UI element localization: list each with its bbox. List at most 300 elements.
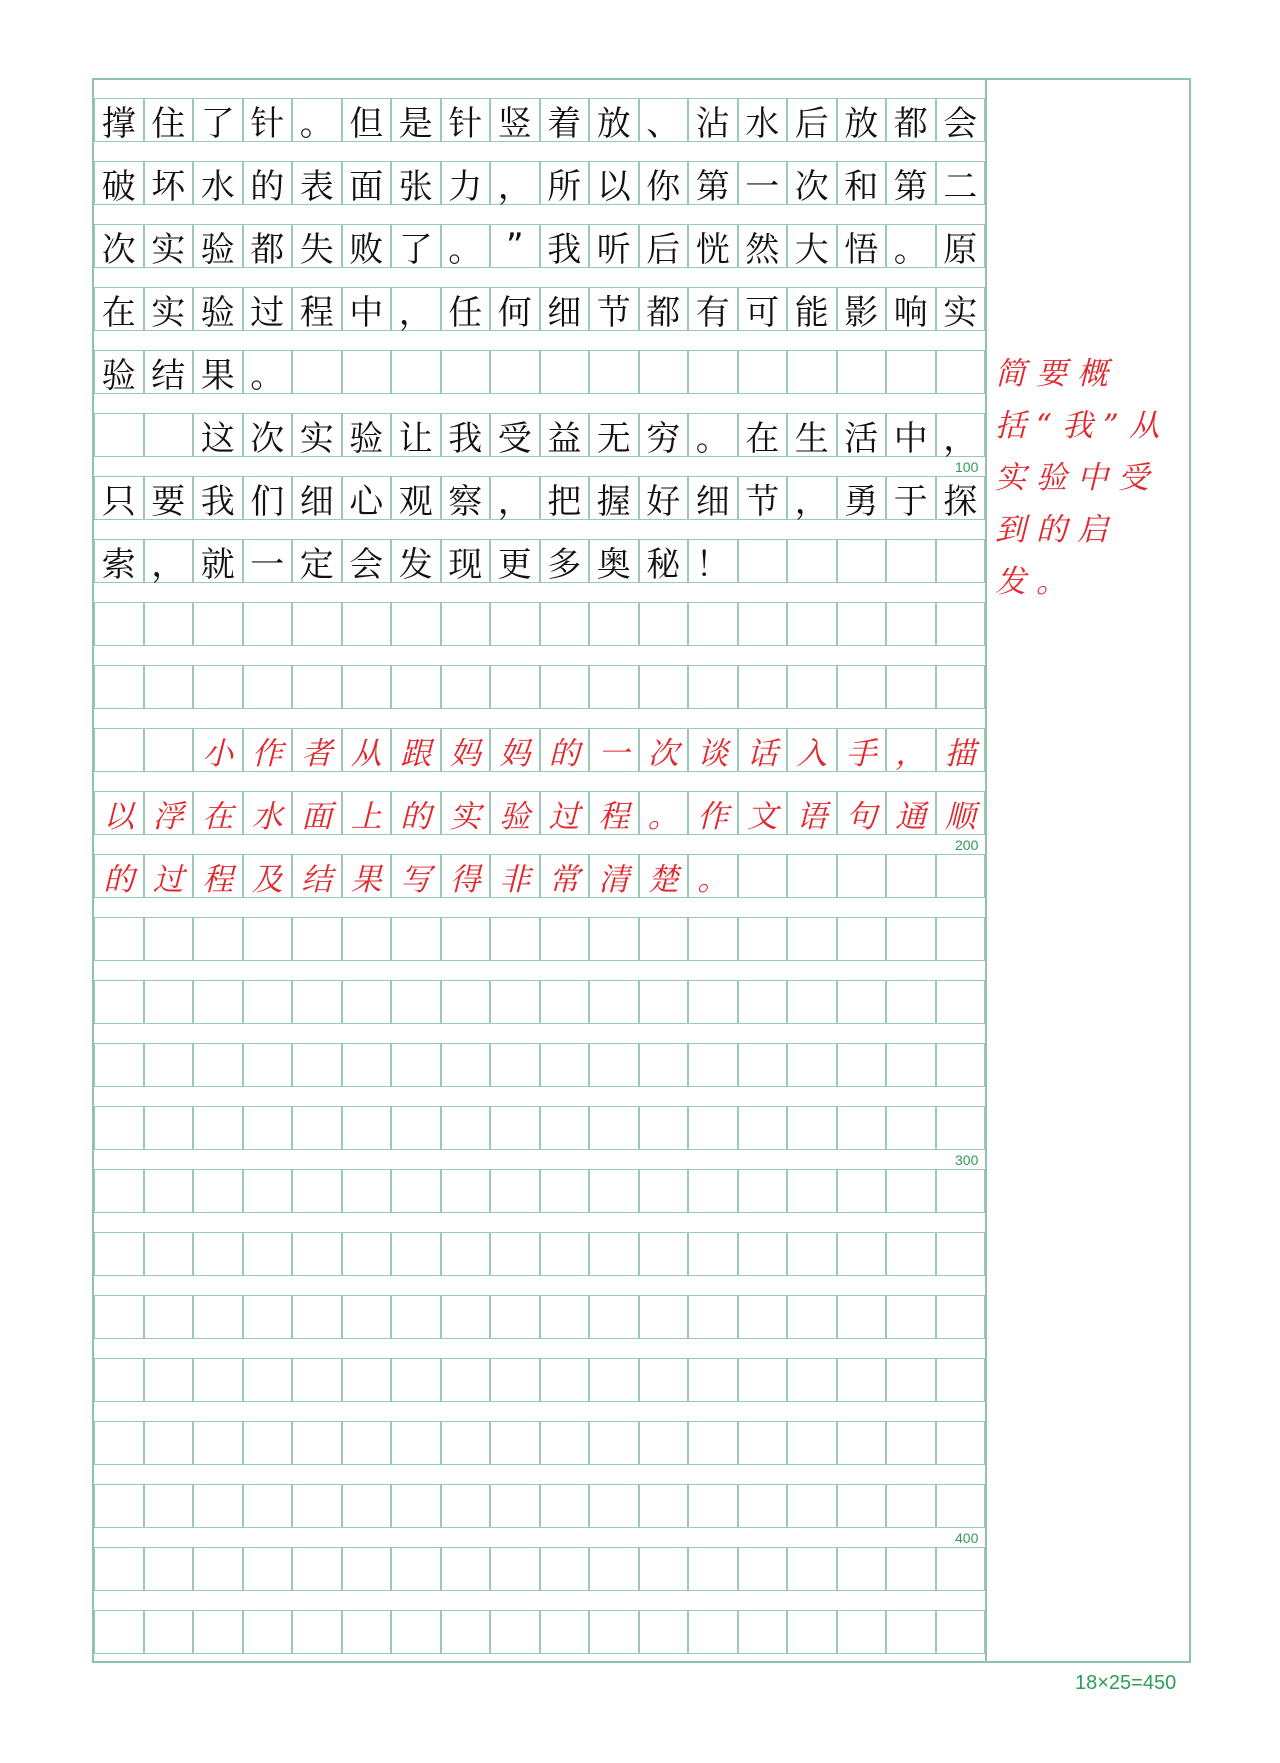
glyph: 你	[646, 166, 681, 207]
grid-cell	[490, 1547, 540, 1591]
glyph: ”	[505, 226, 524, 266]
glyph: 发	[398, 544, 433, 585]
glyph: 。	[893, 229, 928, 270]
grid-cell	[243, 1421, 293, 1465]
grid-cell	[540, 1484, 590, 1528]
glyph: 响	[893, 292, 928, 333]
grid-cell	[688, 1484, 738, 1528]
glyph: 实	[151, 229, 186, 270]
glyph: 过	[152, 861, 184, 898]
grid-cell	[441, 1610, 491, 1654]
grid-cell	[787, 917, 837, 961]
glyph: 小	[202, 735, 234, 772]
glyph: 上	[350, 798, 382, 835]
grid-cell	[639, 1484, 689, 1528]
glyph: ，	[943, 418, 978, 459]
grid-cell	[688, 665, 738, 709]
grid-cell	[292, 1547, 342, 1591]
glyph: 结	[151, 355, 186, 396]
glyph: 这	[200, 418, 235, 459]
grid-cell	[837, 1358, 887, 1402]
glyph: 。	[250, 355, 285, 396]
glyph: 。	[647, 798, 679, 835]
grid-cell	[639, 1295, 689, 1339]
glyph: 、	[646, 103, 681, 144]
grid-cell	[837, 1547, 887, 1591]
glyph: 的	[103, 861, 135, 898]
glyph	[94, 728, 144, 772]
grid-cell	[391, 1610, 441, 1654]
grid-cell	[144, 1295, 194, 1339]
grid-cell	[243, 1358, 293, 1402]
glyph: 结	[301, 861, 333, 898]
grid-cell	[144, 917, 194, 961]
grid-cell	[589, 1421, 639, 1465]
grid-cell	[292, 1421, 342, 1465]
glyph: 好	[646, 481, 681, 522]
glyph: 程	[598, 798, 630, 835]
grid-cell	[936, 1421, 986, 1465]
glyph: 谈	[697, 735, 729, 772]
grid-cell	[391, 917, 441, 961]
grid-cell	[787, 1484, 837, 1528]
grid-cell	[490, 1421, 540, 1465]
glyph: 实	[449, 798, 481, 835]
glyph: 秘	[646, 544, 681, 585]
glyph: 过	[250, 292, 285, 333]
grid-cell	[787, 1358, 837, 1402]
grid-cell	[193, 980, 243, 1024]
grid-cell	[342, 1610, 392, 1654]
grid-cell	[688, 1610, 738, 1654]
grid-cell	[342, 980, 392, 1024]
grid-cell	[589, 1232, 639, 1276]
glyph: 在	[202, 798, 234, 835]
grid-size-label: 18×25=450	[1075, 1672, 1177, 1694]
grid-cell	[94, 1106, 144, 1150]
grid-cell	[342, 1358, 392, 1402]
glyph: 水	[251, 798, 283, 835]
word-count-marker: 100	[955, 459, 979, 475]
glyph: 益	[547, 418, 582, 459]
glyph: 会	[943, 103, 978, 144]
grid-cell	[243, 1484, 293, 1528]
grid-cell	[243, 665, 293, 709]
glyph: 住	[151, 103, 186, 144]
glyph: ，	[794, 481, 829, 522]
glyph: 针	[448, 103, 483, 144]
grid-cell	[936, 1484, 986, 1528]
grid-cell	[391, 1043, 441, 1087]
grid-cell	[441, 1547, 491, 1591]
glyph: 所	[547, 166, 582, 207]
grid-cell	[94, 1295, 144, 1339]
glyph: 果	[350, 861, 382, 898]
grid-cell	[193, 1358, 243, 1402]
glyph: 了	[200, 103, 235, 144]
grid-cell	[936, 1295, 986, 1339]
grid-cell	[144, 665, 194, 709]
grid-cell	[886, 1484, 936, 1528]
grid-cell	[94, 1358, 144, 1402]
grid-cell	[292, 1232, 342, 1276]
glyph: 通	[895, 798, 927, 835]
grid-cell	[936, 1169, 986, 1213]
glyph: 沾	[695, 103, 730, 144]
grid-cell	[639, 980, 689, 1024]
glyph: 把	[547, 481, 582, 522]
grid-cell	[441, 1232, 491, 1276]
grid-cell	[540, 1043, 590, 1087]
glyph: 观	[398, 481, 433, 522]
grid-cell	[441, 665, 491, 709]
grid-cell	[837, 1610, 887, 1654]
glyph: 心	[349, 481, 384, 522]
grid-cell	[639, 1610, 689, 1654]
grid-cell	[589, 980, 639, 1024]
grid-cell	[837, 1295, 887, 1339]
grid-cell	[837, 665, 887, 709]
glyph: 顺	[944, 798, 976, 835]
grid-cell	[243, 1547, 293, 1591]
grid-cell	[193, 602, 243, 646]
grid-cell	[391, 1232, 441, 1276]
grid-cell	[441, 1295, 491, 1339]
glyph: 细	[547, 292, 582, 333]
grid-cell	[342, 1547, 392, 1591]
grid-cell	[342, 1169, 392, 1213]
grid-cell	[490, 665, 540, 709]
grid-cell	[441, 602, 491, 646]
grid-cell	[342, 602, 392, 646]
grid-cell	[886, 1547, 936, 1591]
grid-cell	[738, 1106, 788, 1150]
grid-cell	[144, 1106, 194, 1150]
grid-cell	[688, 1169, 738, 1213]
glyph: 们	[250, 481, 285, 522]
glyph: 以	[103, 798, 135, 835]
grid-cell	[688, 602, 738, 646]
glyph: 探	[943, 481, 978, 522]
grid-cell	[886, 665, 936, 709]
glyph: 一	[250, 544, 285, 585]
grid-cell	[837, 1421, 887, 1465]
grid-cell	[886, 1421, 936, 1465]
grid-cell	[391, 1169, 441, 1213]
grid-cell	[589, 917, 639, 961]
grid-cell	[738, 602, 788, 646]
glyph: 浮	[152, 798, 184, 835]
glyph: 着	[547, 103, 582, 144]
grid-cell	[787, 1421, 837, 1465]
grid-cell	[738, 1232, 788, 1276]
glyph	[144, 728, 194, 772]
grid-cell	[490, 1043, 540, 1087]
glyph: 都	[893, 103, 928, 144]
grid-cell	[837, 1232, 887, 1276]
glyph: 妈	[499, 735, 531, 772]
glyph: 奥	[596, 544, 631, 585]
grid-cell	[144, 980, 194, 1024]
glyph: 悟	[844, 229, 879, 270]
grid-cell	[342, 1232, 392, 1276]
glyph: 妈	[449, 735, 481, 772]
grid-cell	[342, 917, 392, 961]
grid-cell	[193, 1043, 243, 1087]
grid-cell	[837, 1484, 887, 1528]
glyph: 任	[448, 292, 483, 333]
glyph: 能	[794, 292, 829, 333]
glyph: 一	[745, 166, 780, 207]
glyph: 的	[250, 166, 285, 207]
grid-cell	[490, 602, 540, 646]
glyph: 中	[349, 292, 384, 333]
glyph: 都	[646, 292, 681, 333]
glyph: 是	[398, 103, 433, 144]
glyph: 节	[745, 481, 780, 522]
grid-cell	[936, 1043, 986, 1087]
glyph: 面	[301, 798, 333, 835]
glyph: 验	[101, 355, 136, 396]
grid-cell	[886, 1043, 936, 1087]
grid-cell	[490, 917, 540, 961]
glyph: 次	[101, 229, 136, 270]
glyph: 无	[596, 418, 631, 459]
glyph: 然	[745, 229, 780, 270]
glyph	[144, 413, 194, 457]
grid-cell	[342, 1421, 392, 1465]
grid-cell	[391, 1484, 441, 1528]
grid-cell	[886, 1295, 936, 1339]
grid-cell	[787, 1232, 837, 1276]
grid-cell	[688, 1295, 738, 1339]
grid-cell	[738, 1484, 788, 1528]
grid-cell	[639, 1547, 689, 1591]
glyph: ，	[895, 735, 927, 772]
grid-cell	[837, 602, 887, 646]
glyph: 手	[845, 735, 877, 772]
glyph: 但	[349, 103, 384, 144]
grid-cell	[342, 1484, 392, 1528]
glyph: 我	[448, 418, 483, 459]
grid-cell	[540, 1169, 590, 1213]
glyph: 。	[697, 861, 729, 898]
grid-cell	[441, 1043, 491, 1087]
grid-cell	[94, 1547, 144, 1591]
grid-cell	[936, 1547, 986, 1591]
glyph: 从	[350, 735, 382, 772]
grid-cell	[94, 917, 144, 961]
glyph: 。	[448, 229, 483, 270]
grid-cell	[936, 1358, 986, 1402]
grid-cell	[688, 1043, 738, 1087]
glyph: 恍	[695, 229, 730, 270]
grid-cell	[94, 1232, 144, 1276]
grid-cell	[787, 665, 837, 709]
glyph: 听	[596, 229, 631, 270]
grid-cell	[936, 917, 986, 961]
glyph: 坏	[151, 166, 186, 207]
grid-cell	[144, 1421, 194, 1465]
glyph: 次	[250, 418, 285, 459]
grid-cell	[639, 917, 689, 961]
grid-cell	[540, 1358, 590, 1402]
glyph: 原	[943, 229, 978, 270]
glyph: ，	[151, 544, 186, 585]
glyph: 次	[647, 735, 679, 772]
glyph: 在	[101, 292, 136, 333]
glyph: 常	[548, 861, 580, 898]
grid-cell	[639, 1421, 689, 1465]
glyph: 作	[697, 798, 729, 835]
grid-cell	[193, 1295, 243, 1339]
glyph: 。	[299, 103, 334, 144]
grid-cell	[639, 602, 689, 646]
grid-cell	[787, 602, 837, 646]
grid-cell	[490, 980, 540, 1024]
grid-cell	[639, 1232, 689, 1276]
grid-cell	[144, 1043, 194, 1087]
glyph: 写	[400, 861, 432, 898]
grid-cell	[738, 1421, 788, 1465]
grid-cell	[193, 1169, 243, 1213]
grid-cell	[94, 1421, 144, 1465]
grid-cell	[193, 1106, 243, 1150]
grid-cell	[589, 1295, 639, 1339]
grid-cell	[441, 1484, 491, 1528]
glyph: ，	[497, 481, 532, 522]
grid-cell	[94, 1610, 144, 1654]
grid-cell	[589, 665, 639, 709]
grid-cell	[688, 1421, 738, 1465]
grid-cell	[886, 1232, 936, 1276]
grid-cell	[243, 1610, 293, 1654]
grid-cell	[936, 602, 986, 646]
grid-cell	[936, 665, 986, 709]
grid-cell	[936, 980, 986, 1024]
grid-cell	[391, 1547, 441, 1591]
glyph: 勇	[844, 481, 879, 522]
grid-cell	[243, 917, 293, 961]
glyph: 语	[796, 798, 828, 835]
glyph: 现	[448, 544, 483, 585]
grid-cell	[589, 1043, 639, 1087]
grid-cell	[193, 1547, 243, 1591]
grid-cell	[540, 665, 590, 709]
grid-cell	[589, 1484, 639, 1528]
grid-cell	[193, 1610, 243, 1654]
glyph: 只	[101, 481, 136, 522]
word-count-marker: 400	[955, 1530, 979, 1546]
grid-cell	[639, 1358, 689, 1402]
grid-cell	[391, 665, 441, 709]
glyph: 验	[349, 418, 384, 459]
grid-cell	[589, 1169, 639, 1213]
grid-cell	[391, 980, 441, 1024]
glyph: 者	[301, 735, 333, 772]
grid-cell	[292, 980, 342, 1024]
grid-cell	[787, 1295, 837, 1339]
glyph: 验	[200, 229, 235, 270]
grid-cell	[490, 1106, 540, 1150]
glyph: 的	[548, 735, 580, 772]
glyph: 就	[200, 544, 235, 585]
grid-cell	[193, 1421, 243, 1465]
grid-cell	[490, 1610, 540, 1654]
glyph: ！	[695, 544, 730, 585]
grid-cell	[342, 1295, 392, 1339]
grid-cell	[490, 1358, 540, 1402]
glyph: 实	[151, 292, 186, 333]
glyph: 可	[745, 292, 780, 333]
glyph: 的	[400, 798, 432, 835]
grid-cell	[94, 665, 144, 709]
glyph: 多	[547, 544, 582, 585]
glyph: 失	[299, 229, 334, 270]
glyph: 实	[943, 292, 978, 333]
grid-cell	[193, 917, 243, 961]
glyph: 张	[398, 166, 433, 207]
margin-frame	[985, 78, 1191, 1663]
grid-cell	[490, 1484, 540, 1528]
grid-cell	[94, 602, 144, 646]
glyph: 表	[299, 166, 334, 207]
grid-cell	[193, 665, 243, 709]
glyph: 句	[845, 798, 877, 835]
grid-cell	[540, 1106, 590, 1150]
grid-cell	[738, 1043, 788, 1087]
glyph: 破	[101, 166, 136, 207]
grid-cell	[738, 1610, 788, 1654]
grid-cell	[738, 1295, 788, 1339]
glyph: 水	[745, 103, 780, 144]
grid-cell	[342, 665, 392, 709]
grid-cell	[441, 1358, 491, 1402]
glyph: 细	[695, 481, 730, 522]
glyph: 要	[151, 481, 186, 522]
grid-cell	[639, 665, 689, 709]
grid-cell	[292, 1610, 342, 1654]
glyph: 针	[250, 103, 285, 144]
glyph: 后	[646, 229, 681, 270]
glyph: 水	[200, 166, 235, 207]
grid-cell	[490, 1232, 540, 1276]
grid-cell	[936, 1610, 986, 1654]
grid-cell	[94, 980, 144, 1024]
grid-cell	[886, 980, 936, 1024]
grid-cell	[292, 1106, 342, 1150]
grid-cell	[144, 1232, 194, 1276]
grid-cell	[738, 1169, 788, 1213]
grid-cell	[787, 980, 837, 1024]
glyph: 生	[794, 418, 829, 459]
grid-cell	[342, 1106, 392, 1150]
grid-cell	[886, 1358, 936, 1402]
glyph: 及	[251, 861, 283, 898]
grid-cell	[490, 1169, 540, 1213]
grid-cell	[787, 1547, 837, 1591]
grid-cell	[787, 1610, 837, 1654]
glyph: 面	[349, 166, 384, 207]
glyph: 次	[794, 166, 829, 207]
grid-cell	[639, 1169, 689, 1213]
grid-cell	[688, 1547, 738, 1591]
grid-cell	[144, 1169, 194, 1213]
grid-cell	[144, 1358, 194, 1402]
grid-cell	[540, 917, 590, 961]
grid-cell	[540, 980, 590, 1024]
grid-cell	[292, 1169, 342, 1213]
